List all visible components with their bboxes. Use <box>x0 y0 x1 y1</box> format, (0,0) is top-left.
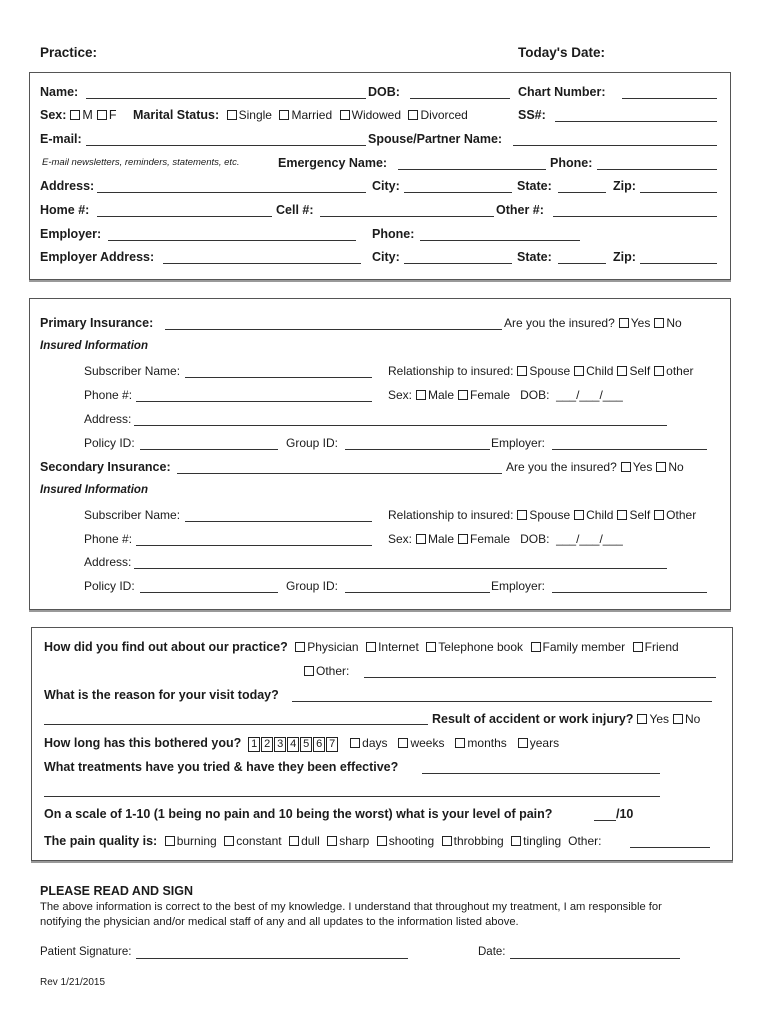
secondary-spouse-checkbox[interactable] <box>517 510 527 520</box>
secondary-insured-info-heading: Insured Information <box>40 484 148 496</box>
name-field[interactable] <box>86 98 366 99</box>
howlong-question: How long has this bothered you? <box>44 736 242 750</box>
address-field[interactable] <box>97 192 366 193</box>
secondary-employer-field[interactable] <box>552 592 707 593</box>
employer-state-field[interactable] <box>558 263 606 264</box>
primary-phone-field[interactable] <box>136 401 372 402</box>
dob-field[interactable] <box>410 98 510 99</box>
accident-yes-checkbox[interactable] <box>637 714 647 724</box>
zip-label: Zip: <box>613 179 636 193</box>
secondary-subscriber-field[interactable] <box>185 521 372 522</box>
primary-child-checkbox[interactable] <box>574 366 584 376</box>
throbbing-label: throbbing <box>453 834 504 848</box>
primary-female-checkbox[interactable] <box>458 390 468 400</box>
secondary-other-checkbox[interactable] <box>654 510 664 520</box>
burning-checkbox[interactable] <box>165 836 175 846</box>
sharp-checkbox[interactable] <box>327 836 337 846</box>
married-label: Married <box>291 108 333 122</box>
days-label: days <box>362 736 388 750</box>
home-label: Home #: <box>40 203 90 217</box>
secondary-insurance-label: Secondary Insurance: <box>40 460 171 474</box>
duration-number-5[interactable]: 5 <box>300 737 312 752</box>
pain-quality-other-field[interactable] <box>630 847 710 848</box>
primary-employer-label: Employer: <box>491 436 546 450</box>
primary-insured-question: Are you the insured? <box>504 316 615 330</box>
divorced-checkbox[interactable] <box>408 110 418 120</box>
other-label: Other #: <box>496 203 544 217</box>
telephone-book-checkbox[interactable] <box>426 642 436 652</box>
cell-label: Cell #: <box>276 203 314 217</box>
duration-number-4[interactable]: 4 <box>287 737 299 752</box>
treatments-field-continued[interactable] <box>44 796 660 797</box>
howlong-row <box>44 736 559 752</box>
primary-child-label: Child <box>586 364 614 378</box>
primary-insured-yes-checkbox[interactable] <box>619 318 629 328</box>
employer-label: Employer: <box>40 227 102 241</box>
employer-phone-label: Phone: <box>372 227 415 241</box>
employer-zip-field[interactable] <box>640 263 717 264</box>
employer-field[interactable] <box>108 240 356 241</box>
secondary-address-field[interactable] <box>134 568 667 569</box>
employer-city-field[interactable] <box>404 263 512 264</box>
duration-number-7[interactable]: 7 <box>326 737 338 752</box>
email-label: E-mail: <box>40 132 82 146</box>
widowed-checkbox[interactable] <box>340 110 350 120</box>
employer-zip-label: Zip: <box>613 250 636 264</box>
reason-field[interactable] <box>292 701 712 702</box>
spouse-field[interactable] <box>513 145 717 146</box>
secondary-child-checkbox[interactable] <box>574 510 584 520</box>
duration-number-6[interactable]: 6 <box>313 737 325 752</box>
primary-group-label: Group ID: <box>286 436 339 450</box>
sex-m-label: M <box>82 108 93 122</box>
dull-label: dull <box>301 834 320 848</box>
accident-row <box>432 712 700 726</box>
accident-question: Result of accident or work injury? <box>432 712 634 726</box>
patient-info-section <box>29 72 731 280</box>
accident-no-label: No <box>685 712 701 726</box>
state-field[interactable] <box>558 192 606 193</box>
state-label: State: <box>517 179 552 193</box>
physician-label: Physician <box>307 640 359 654</box>
treatments-field[interactable] <box>422 773 660 774</box>
primary-male-checkbox[interactable] <box>416 390 426 400</box>
secondary-subscriber-label: Subscriber Name: <box>84 508 181 522</box>
secondary-insured-yes-checkbox[interactable] <box>621 462 631 472</box>
zip-field[interactable] <box>640 192 717 193</box>
find-question: How did you find out about our practice? <box>44 640 288 654</box>
weeks-checkbox[interactable] <box>398 738 408 748</box>
primary-dob-label: DOB: <box>520 388 550 402</box>
sex-row <box>40 108 116 122</box>
years-checkbox[interactable] <box>518 738 528 748</box>
duration-number-1[interactable]: 1 <box>248 737 260 752</box>
consent-text-line1: The above information is correct to the best of my knowledge. I understand that throughout my treatment, I am responsible for <box>40 901 662 913</box>
employer-state-label: State: <box>517 250 552 264</box>
emergency-label: Emergency Name: <box>278 156 388 170</box>
email-field[interactable] <box>86 145 366 146</box>
primary-insured-row <box>504 316 682 330</box>
ssn-field[interactable] <box>555 121 717 122</box>
weeks-label: weeks <box>410 736 445 750</box>
secondary-spouse-label: Spouse <box>529 508 571 522</box>
secondary-dob-field[interactable]: ___/___/___ <box>556 532 623 546</box>
emergency-phone-label: Phone: <box>550 156 593 170</box>
secondary-sex-label: Sex: <box>388 532 413 546</box>
secondary-insured-yes-label: Yes <box>632 460 653 474</box>
throbbing-checkbox[interactable] <box>442 836 452 846</box>
secondary-group-label: Group ID: <box>286 579 339 593</box>
dob-label: DOB: <box>368 85 400 99</box>
duration-number-2[interactable]: 2 <box>261 737 273 752</box>
secondary-male-checkbox[interactable] <box>416 534 426 544</box>
sex-f-checkbox[interactable] <box>97 110 107 120</box>
accident-no-checkbox[interactable] <box>673 714 683 724</box>
find-row <box>44 640 679 654</box>
primary-insured-no-label: No <box>666 316 682 330</box>
primary-male-label: Male <box>428 388 455 402</box>
primary-group-field[interactable] <box>345 449 490 450</box>
secondary-relationship-row <box>388 508 696 522</box>
primary-phone-label: Phone #: <box>84 388 133 402</box>
primary-relationship-row <box>388 364 694 378</box>
secondary-insured-no-label: No <box>668 460 684 474</box>
constant-label: constant <box>236 834 282 848</box>
secondary-female-label: Female <box>470 532 511 546</box>
secondary-policy-field[interactable] <box>140 592 278 593</box>
pain-scale-question: On a scale of 1-10 (1 being no pain and 10 being the worst) what is your level of pain? <box>44 807 553 821</box>
sharp-label: sharp <box>339 834 370 848</box>
city-field[interactable] <box>404 192 512 193</box>
secondary-child-label: Child <box>586 508 614 522</box>
secondary-sex-row <box>388 532 623 546</box>
treatments-question: What treatments have you tried & have they been effective? <box>44 760 399 774</box>
months-checkbox[interactable] <box>455 738 465 748</box>
single-label: Single <box>238 108 272 122</box>
chart-number-label: Chart Number: <box>518 85 606 99</box>
family-member-label: Family member <box>542 640 626 654</box>
divorced-label: Divorced <box>420 108 468 122</box>
primary-subscriber-label: Subscriber Name: <box>84 364 181 378</box>
sex-m-checkbox[interactable] <box>70 110 80 120</box>
secondary-insured-row <box>506 460 684 474</box>
primary-self-label: Self <box>629 364 651 378</box>
secondary-relationship-label: Relationship to insured: <box>388 508 514 522</box>
email-note: E-mail newsletters, reminders, statements, etc. <box>42 157 240 168</box>
home-field[interactable] <box>97 216 272 217</box>
find-other-label: Other: <box>316 664 350 678</box>
burning-label: burning <box>176 834 217 848</box>
patient-signature-label: Patient Signature: <box>40 946 132 958</box>
primary-sex-label: Sex: <box>388 388 413 402</box>
married-checkbox[interactable] <box>279 110 289 120</box>
revision-label: Rev 1/21/2015 <box>40 977 106 988</box>
shooting-checkbox[interactable] <box>377 836 387 846</box>
primary-relationship-label: Relationship to insured: <box>388 364 514 378</box>
employer-address-label: Employer Address: <box>40 250 155 264</box>
todays-date-label: Today's Date: <box>518 45 605 60</box>
primary-policy-field[interactable] <box>140 449 278 450</box>
signature-date-field[interactable] <box>510 958 680 959</box>
pain-scale-suffix: /10 <box>616 807 634 821</box>
sex-label: Sex: <box>40 108 67 122</box>
pain-scale-field[interactable] <box>594 820 616 821</box>
internet-label: Internet <box>378 640 419 654</box>
signature-date-label: Date: <box>478 946 506 958</box>
pain-quality-question: The pain quality is: <box>44 834 158 848</box>
primary-other-label: other <box>666 364 694 378</box>
secondary-phone-label: Phone #: <box>84 532 133 546</box>
name-label: Name: <box>40 85 79 99</box>
tingling-label: tingling <box>523 834 562 848</box>
constant-checkbox[interactable] <box>224 836 234 846</box>
secondary-dob-label: DOB: <box>520 532 550 546</box>
widowed-label: Widowed <box>351 108 401 122</box>
reason-field-continued[interactable] <box>44 724 428 725</box>
emergency-field[interactable] <box>398 169 546 170</box>
secondary-insured-question: Are you the insured? <box>506 460 617 474</box>
consent-text-line2: notifying the physician and/or medical staff of any and all updates to the information listed above. <box>40 916 519 928</box>
duration-number-3[interactable]: 3 <box>274 737 286 752</box>
primary-insured-yes-label: Yes <box>630 316 651 330</box>
secondary-self-checkbox[interactable] <box>617 510 627 520</box>
primary-spouse-label: Spouse <box>529 364 571 378</box>
primary-policy-label: Policy ID: <box>84 436 135 450</box>
accident-yes-label: Yes <box>649 712 670 726</box>
secondary-male-label: Male <box>428 532 455 546</box>
primary-insured-info-heading: Insured Information <box>40 340 148 352</box>
years-label: years <box>529 736 560 750</box>
primary-insurance-field[interactable] <box>165 329 502 330</box>
primary-address-label: Address: <box>84 412 132 426</box>
secondary-policy-label: Policy ID: <box>84 579 135 593</box>
primary-self-checkbox[interactable] <box>617 366 627 376</box>
shooting-label: shooting <box>388 834 435 848</box>
primary-address-field[interactable] <box>134 425 667 426</box>
secondary-group-field[interactable] <box>345 592 490 593</box>
employer-address-field[interactable] <box>163 263 361 264</box>
find-other-checkbox[interactable] <box>304 666 314 676</box>
dull-checkbox[interactable] <box>289 836 299 846</box>
employer-phone-field[interactable] <box>420 240 580 241</box>
read-and-sign-heading: PLEASE READ AND SIGN <box>40 884 194 898</box>
tingling-checkbox[interactable] <box>511 836 521 846</box>
days-checkbox[interactable] <box>350 738 360 748</box>
address-label: Address: <box>40 179 95 193</box>
primary-other-checkbox[interactable] <box>654 366 664 376</box>
employer-city-label: City: <box>372 250 400 264</box>
months-label: months <box>467 736 507 750</box>
find-other-field[interactable] <box>364 677 716 678</box>
friend-checkbox[interactable] <box>633 642 643 652</box>
chart-number-field[interactable] <box>622 98 717 99</box>
family-member-checkbox[interactable] <box>531 642 541 652</box>
secondary-other-label: Other <box>666 508 697 522</box>
marital-row <box>133 108 468 122</box>
pain-quality-row <box>44 834 602 848</box>
marital-status-label: Marital Status: <box>133 108 220 122</box>
practice-label: Practice: <box>40 45 98 60</box>
secondary-employer-label: Employer: <box>491 579 546 593</box>
secondary-female-checkbox[interactable] <box>458 534 468 544</box>
ssn-label: SS#: <box>518 108 546 122</box>
spouse-label: Spouse/Partner Name: <box>368 132 503 146</box>
sex-f-label: F <box>108 108 117 122</box>
city-label: City: <box>372 179 400 193</box>
internet-checkbox[interactable] <box>366 642 376 652</box>
primary-sex-row <box>388 388 623 402</box>
patient-signature-field[interactable] <box>136 958 408 959</box>
cell-field[interactable] <box>320 216 494 217</box>
primary-employer-field[interactable] <box>552 449 707 450</box>
primary-spouse-checkbox[interactable] <box>517 366 527 376</box>
primary-female-label: Female <box>470 388 511 402</box>
friend-label: Friend <box>644 640 679 654</box>
primary-insured-no-checkbox[interactable] <box>654 318 664 328</box>
pain-quality-other-label: Other: <box>568 834 602 848</box>
secondary-insured-no-checkbox[interactable] <box>656 462 666 472</box>
other-field[interactable] <box>553 216 717 217</box>
emergency-phone-field[interactable] <box>597 169 717 170</box>
reason-question: What is the reason for your visit today? <box>44 688 279 702</box>
single-checkbox[interactable] <box>227 110 237 120</box>
secondary-address-label: Address: <box>84 555 132 569</box>
secondary-self-label: Self <box>629 508 651 522</box>
telephone-book-label: Telephone book <box>438 640 524 654</box>
primary-dob-field[interactable]: ___/___/___ <box>556 388 623 402</box>
primary-subscriber-field[interactable] <box>185 377 372 378</box>
secondary-insurance-field[interactable] <box>177 473 502 474</box>
primary-insurance-label: Primary Insurance: <box>40 316 154 330</box>
find-other-row <box>300 664 349 678</box>
physician-checkbox[interactable] <box>295 642 305 652</box>
secondary-phone-field[interactable] <box>136 545 372 546</box>
